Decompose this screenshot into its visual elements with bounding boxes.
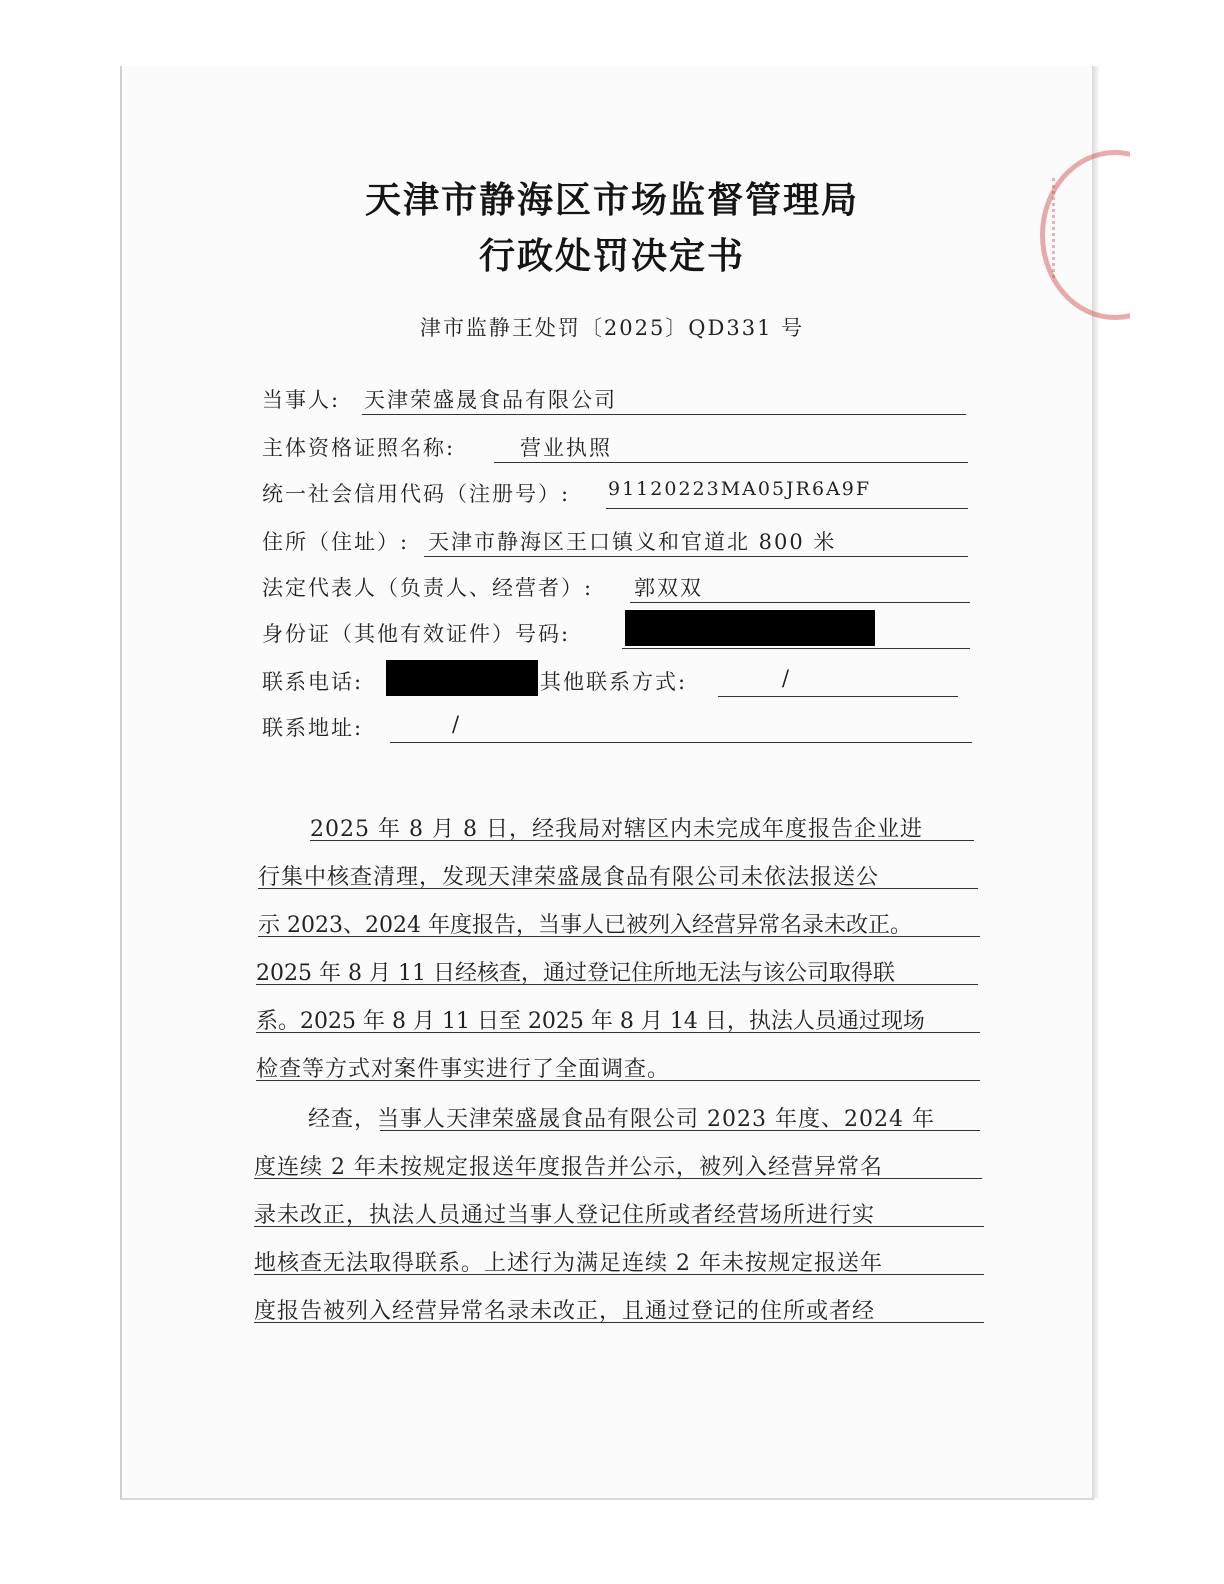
field-phone xyxy=(262,666,962,700)
field-legal-representative xyxy=(262,572,972,606)
paragraph-line: 系。2025 年 8 月 11 日至 2025 年 8 月 14 日，执法人员通过现场 xyxy=(256,998,925,1038)
other-contact-underline xyxy=(718,666,958,697)
document-number: 津市监静王处罚〔2025〕QD331 号 xyxy=(419,316,805,340)
id-number-label: 身份证（其他有效证件）号码: xyxy=(262,622,571,646)
authority-title: 天津市静海区市场监督管理局 xyxy=(364,179,859,221)
paragraph-line: 度报告被列入经营异常名录未改正，且通过登记的住所或者经 xyxy=(254,1288,875,1328)
legal-rep-label: 法定代表人（负责人、经营者）: xyxy=(262,576,594,600)
id-number-redaction xyxy=(625,610,875,646)
other-contact-label: 其他联系方式: xyxy=(540,670,688,694)
phone-redaction xyxy=(386,660,538,696)
other-contact-value: / xyxy=(782,666,792,690)
paragraph-line: 经查，当事人天津荣盛晟食品有限公司 2023 年度、2024 年 xyxy=(308,1096,935,1136)
field-credit-code xyxy=(262,478,970,512)
paragraph-line: 2025 年 8 月 8 日，经我局对辖区内未完成年度报告企业进 xyxy=(310,806,923,846)
party-label: 当事人: xyxy=(262,388,341,412)
credit-code-label: 统一社会信用代码（注册号）: xyxy=(262,482,571,506)
contact-address-value: / xyxy=(452,712,462,736)
party-value: 天津荣盛晟食品有限公司 xyxy=(364,388,617,412)
address-label: 住所（住址）: xyxy=(262,530,410,554)
legal-rep-value: 郭双双 xyxy=(634,576,703,600)
paragraph-line: 度连续 2 年未按规定报送年度报告并公示，被列入经营异常名 xyxy=(254,1144,883,1184)
contact-address-label: 联系地址: xyxy=(262,716,364,740)
document-page xyxy=(120,66,1094,1500)
document-type-title: 行政处罚决定书 xyxy=(478,235,745,277)
field-contact-address xyxy=(262,712,974,746)
field-address xyxy=(262,526,970,560)
certificate-label: 主体资格证照名称: xyxy=(262,436,456,460)
paragraph-line: 行集中核查清理，发现天津荣盛晟食品有限公司未依法报送公 xyxy=(258,854,879,894)
paragraph-line: 示 2023、2024 年度报告，当事人已被列入经营异常名录未改正。 xyxy=(258,902,912,942)
field-certificate xyxy=(262,432,970,466)
credit-code-value: 91120223MA05JR6A9F xyxy=(608,478,872,500)
address-value: 天津市静海区王口镇义和官道北 800 米 xyxy=(428,530,837,554)
paragraph-line: 检查等方式对案件事实进行了全面调查。 xyxy=(256,1046,670,1086)
contact-address-underline xyxy=(390,712,972,743)
paragraph-line: 地核查无法取得联系。上述行为满足连续 2 年未按规定报送年 xyxy=(254,1240,883,1280)
field-party xyxy=(262,384,970,418)
paragraph-line: 2025 年 8 月 11 日经核查，通过登记住所地无法与该公司取得联 xyxy=(256,950,895,990)
certificate-value: 营业执照 xyxy=(520,436,612,460)
phone-label: 联系电话: xyxy=(262,670,364,694)
paragraph-line: 录未改正，执法人员通过当事人登记住所或者经营场所进行实 xyxy=(254,1192,875,1232)
